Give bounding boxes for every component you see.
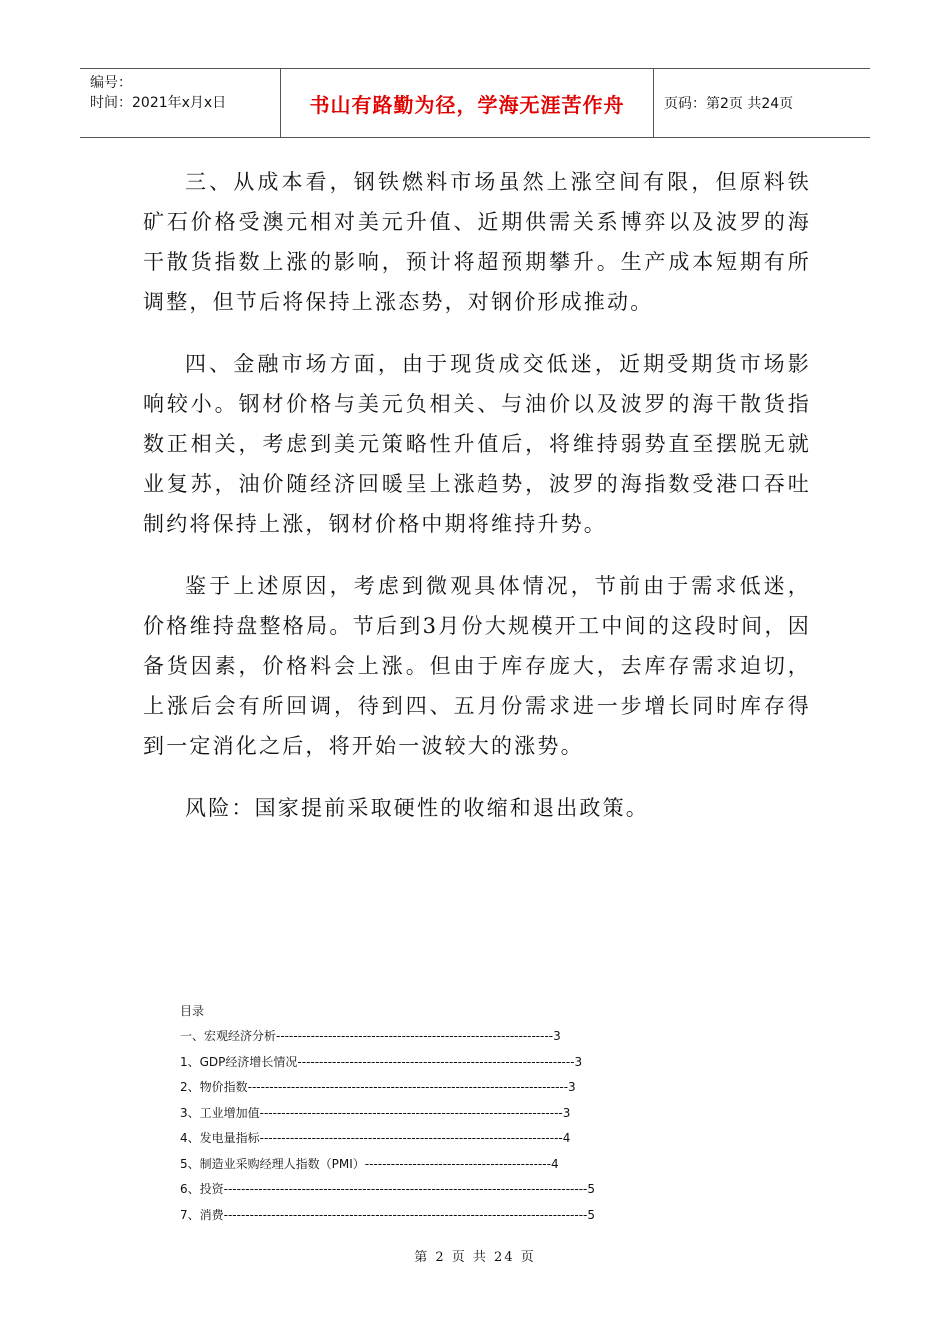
document-number-label: 编号：	[90, 75, 132, 91]
page-header	[80, 68, 870, 138]
document-body	[143, 162, 811, 850]
page-footer: 第 2 页 共 24 页	[414, 1250, 536, 1265]
toc-item[interactable]: 1、GDP经济增长情况----------------------------------------------------------------3	[180, 1054, 583, 1069]
toc-item[interactable]: 7、消费------------------------------------------------------------------------------------5	[180, 1207, 595, 1222]
toc-item[interactable]: 4、发电量指标----------------------------------------------------------------------4	[180, 1131, 571, 1145]
header-motto: 书山有路勤为径，学海无涯苦作舟	[281, 69, 654, 137]
toc-item[interactable]: 一、宏观经济分析----------------------------------------------------------------3	[180, 1029, 561, 1043]
toc-item[interactable]: 2、物价指数--------------------------------------------------------------------------3	[180, 1080, 576, 1094]
paragraph-conclusion: 鉴于上述原因，考虑到微观具体情况，节前由于需求低迷，价格维持盘整格局。节后到3月份大规模开工中间的这段时间，因备货因素，价格料会上涨。但由于库存庞大，去库存需求迫切，上涨后会有所回调，待到四、五月份需求进一步增长同时库存得到一定消化之后，将开始一波较大的涨势。	[143, 574, 811, 758]
header-meta-cell	[80, 69, 281, 137]
toc-item[interactable]: 3、工业增加值----------------------------------------------------------------------3	[180, 1105, 571, 1120]
toc-item[interactable]: 6、投资------------------------------------------------------------------------------------5	[180, 1182, 595, 1196]
toc-item[interactable]: 5、制造业采购经理人指数（PMI）-------------------------------------------4	[180, 1156, 559, 1171]
header-page-info: 页码：第2页 共24页	[664, 96, 794, 112]
paragraph-cost-analysis: 三、从成本看，钢铁燃料市场虽然上涨空间有限，但原料铁矿石价格受澳元相对美元升值、近期供需关系博弈以及波罗的海干散货指数上涨的影响，预计将超预期攀升。生产成本短期有所调整，但节后将保持上涨态势，对钢价形成推动。	[143, 170, 811, 314]
paragraph-risk: 风险：国家提前采取硬性的收缩和退出政策。	[185, 796, 649, 820]
table-of-contents	[180, 998, 780, 1228]
document-time-label: 时间：2021年x月x日	[90, 95, 227, 111]
toc-title: 目录	[180, 1004, 205, 1018]
paragraph-financial-market: 四、金融市场方面，由于现货成交低迷，近期受期货市场影响较小。钢材价格与美元负相关、与油价以及波罗的海干散货指数正相关，考虑到美元策略性升值后，将维持弱势直至摆脱无就业复苏，油价随经济回暖呈上涨趋势，波罗的海指数受港口吞吐制约将保持上涨，钢材价格中期将维持升势。	[143, 352, 811, 536]
